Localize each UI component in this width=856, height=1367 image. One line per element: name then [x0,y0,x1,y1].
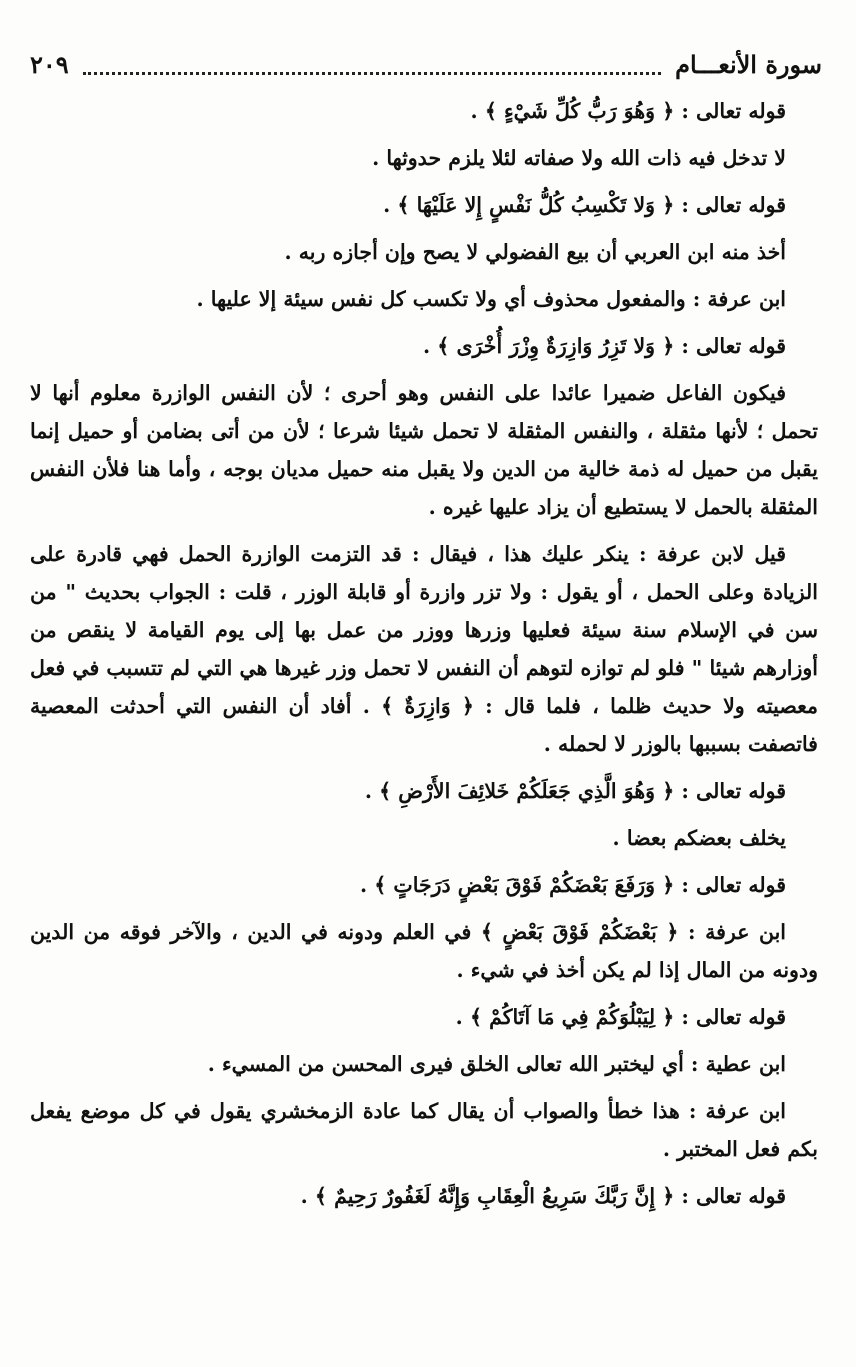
header-dot-leader [83,58,661,75]
paragraph: قوله تعالى : ﴿ وَلا تَزِرُ وَازِرَةٌ وِزْرَ أُخْرَى ﴾ . [423,334,786,358]
paragraph: قوله تعالى : ﴿ وَرَفَعَ بَعْضَكُمْ فَوْقَ بَعْضٍ دَرَجَاتٍ ﴾ . [360,873,786,897]
paragraph: قوله تعالى : ﴿ وَلا تَكْسِبُ كُلُّ نَفْسٍ إِلا عَلَيْهَا ﴾ . [383,193,786,217]
paragraph: ابن عرفة : ﴿ بَعْضَكُمْ فَوْقَ بَعْضٍ ﴾ في العلم ودونه في الدين ، والآخر فوقه من الدين ودونه من المال إذا لم يكن أخذ في شيء . [30,920,818,982]
paragraph: ابن عطية : أي ليختبر الله تعالى الخلق فيرى المحسن من المسيء . [207,1052,786,1076]
page-number: ٢٠٩ [30,49,69,79]
paragraph: قوله تعالى : ﴿ إِنَّ رَبَّكَ سَرِيعُ الْعِقَابِ وَإِنَّهُ لَغَفُورٌ رَحِيمٌ ﴾ . [300,1184,786,1208]
paragraph: لا تدخل فيه ذات الله ولا صفاته لئلا يلزم حدوثها . [372,146,786,170]
paragraph: قيل لابن عرفة : ينكر عليك هذا ، فيقال : قد التزمت الوازرة الحمل فهي قادرة على الزيادة وعلى الحمل ، أو يقول : ولا تزر وازرة أو قابلة الوزر ، قلت : الجواب بحديث " من سن في الإسلام سنة سيئة فعليها وزرها ووزر من عمل بها إلى يوم القيامة لا ينقص من أوزارهم شيئا " فلو لم توازه لتوهم أن النفس لا تحمل وزر غيرها هي التي لم تتسبب في فعل معصيته ولا حديث ظلما ، فلما قال : ﴿ وَازِرَةٌ ﴾ . أفاد أن النفس التي أحدثت المعصية فاتصفت بسببها بالوزر لا لحمله . [30,542,818,756]
paragraph: قوله تعالى : ﴿ وَهُوَ رَبُّ كُلِّ شَيْءٍ ﴾ . [470,99,786,123]
paragraph: قوله تعالى : ﴿ وَهُوَ الَّذِي جَعَلَكُمْ خَلائِفَ الأَرْضِ ﴾ . [364,779,786,803]
paragraph: ابن عرفة : والمفعول محذوف أي ولا تكسب كل نفس سيئة إلا عليها . [196,287,786,311]
surah-title: سورة الأنعـــام [675,49,822,79]
paragraph: يخلف بعضكم بعضا . [612,826,786,850]
paragraph: ابن عرفة : هذا خطأ والصواب أن يقال كما عادة الزمخشري يقول في كل موضع يفعل بكم فعل المختبر . [30,1099,818,1161]
paragraph: قوله تعالى : ﴿ لِيَبْلُوَكُمْ فِي مَا آتَاكُمْ ﴾ . [455,1005,786,1029]
page-header [30,44,822,84]
paragraph: أخذ منه ابن العربي أن بيع الفضولي لا يصح وإن أجازه ربه . [284,240,786,264]
paragraph: فيكون الفاعل ضميرا عائدا على النفس وهو أحرى ؛ لأن النفس الوازرة معلوم أنها لا تحمل ؛ لأنها مثقلة ، والنفس المثقلة لا تحمل شيئا شرعا ؛ لأن من أتى بضامن أو حميل إنما يقبل من حميل له ذمة خالية من الدين ولا يقبل منه حميل مديان بوجه ، وأما هنا فلأن النفس المثقلة بالحمل لا يستطيع أن يزاد عليها غيره . [30,381,818,519]
page-body [30,92,818,1224]
